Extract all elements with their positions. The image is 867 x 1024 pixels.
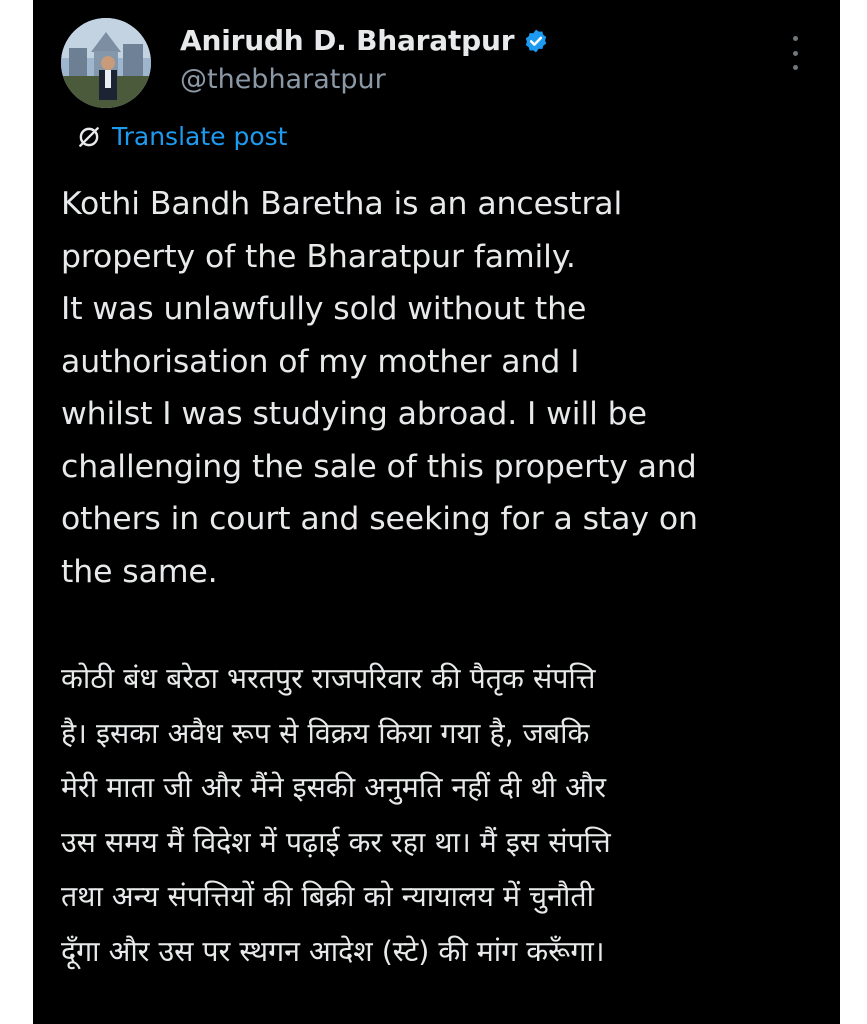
avatar[interactable] — [61, 18, 151, 108]
translate-icon — [76, 124, 102, 150]
more-dot — [793, 65, 798, 70]
avatar-photo-icon — [61, 18, 151, 108]
more-options-icon[interactable] — [785, 36, 805, 70]
post-text-hindi: कोठी बंध बरेठा भरतपुर राजपरिवार की पैतृक संपत्ति है। इसका अवैध रूप से विक्रय किया गया है, जबकि मेरी माता जी और मैंने इसकी अनुमति नहीं दी थी और उस समय मैं विदेश में पढ़ाई कर रहा था। मैं इस संपत्ति तथा अन्य संपत्तियों की बिक्री को न्यायालय में चुनौती दूँगा और उस पर स्थगन आदेश (स्टे) की मांग करूँगा। — [61, 662, 611, 968]
more-dot — [793, 36, 798, 41]
author-name-row[interactable] — [180, 24, 549, 57]
verified-badge-icon — [523, 28, 549, 54]
translate-post-label[interactable]: Translate post — [112, 122, 288, 151]
post-text-english: Kothi Bandh Baretha is an ancestral property of the Bharatpur family. It was unlawfully sold without the authorisation of my mother and I whilst I was studying abroad. I will be challenging the sale of this property and others in court and seeking for a stay on the same. — [61, 186, 698, 590]
translate-post-button[interactable] — [76, 122, 287, 151]
more-dot — [793, 51, 798, 56]
post-card — [33, 0, 840, 1024]
author-display-name[interactable]: Anirudh D. Bharatpur — [180, 24, 515, 57]
author-handle[interactable]: @thebharatpur — [180, 64, 386, 95]
